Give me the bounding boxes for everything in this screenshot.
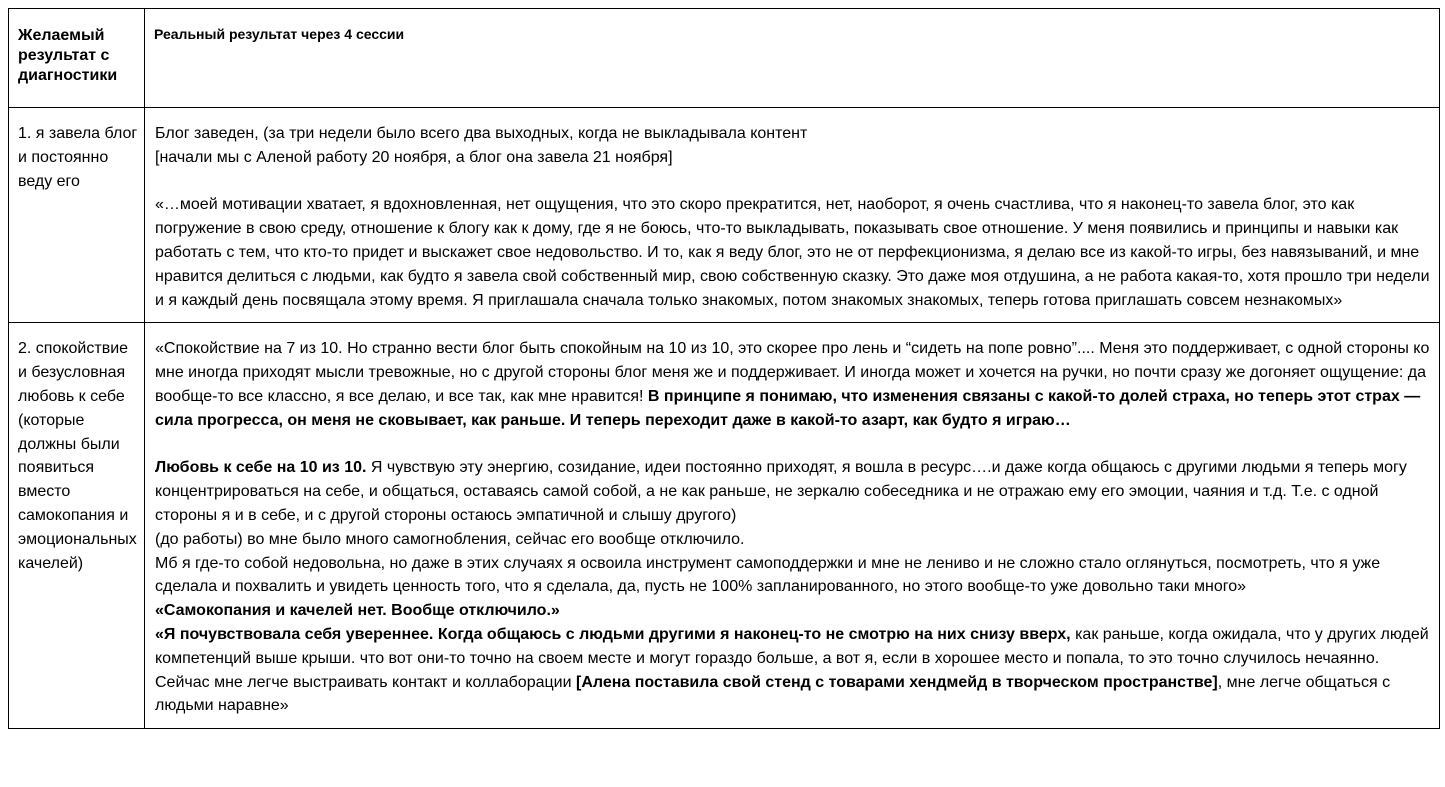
row2-paragraph-selflove — [155, 456, 1431, 527]
row1-desired-text: 1. я завела блог и постоянно веду его — [18, 125, 138, 190]
row2-paragraph-4: Мб я где-то собой недовольна, но даже в этих случаях я освоила инструмент самоподдержки и мне не лениво и не сложно стало оглянуться, посмотреть, что я уже сделала и похвалить и увидеть ценность того, что я сделала, да, пусть не 100% запланированного, но этого вообще-то уже довольно таки много» — [155, 554, 1381, 596]
header-cell-desired — [9, 9, 145, 108]
row1-paragraph-1: Блог заведен, (за три недели было всего два выходных, когда не выкладывала контент — [155, 125, 808, 142]
stand-note-bold: [Алена поставила свой стенд с товарами хендмейд в творческом пространстве] — [575, 673, 1218, 691]
confidence-text: как раньше, когда ожидала, что у других людей компетенций выше крыши. что вот они-то точно на своем месте и могут гораздо больше, а вот я, если в хорошее место и попала, то это точно случилось нечаянно. Сейчас мне легче выстраивать контакт и коллаборации — [155, 625, 1429, 691]
header-cell-real — [145, 9, 1440, 108]
calm-quote-bold: В принципе я понимаю, что изменения связаны с какой-то долей страха, но теперь этот страх — сила прогресса, он меня не сковывает, как раньше. И теперь переходит даже в какой-то азарт, как будто я играю… — [155, 387, 1421, 429]
row2-right-cell — [145, 323, 1440, 729]
row2-paragraph-calm — [155, 337, 1431, 432]
row1-right-cell — [145, 108, 1440, 323]
calm-quote-text: «Спокойствие на 7 из 10. Но странно вести блог быть спокойным на 10 из 10, это скорее про лень и “сидеть на попе ровно”.... Меня это поддерживает, с одной стороны ко мне иногда приходят мысли тревожные, но с другой стороны блог меня же и поддерживает. И иногда может и хочется на ручки, но почти сразу же догоняет ощущение: да вообще-то все классно, я все делаю, и все так, как мне нравится! — [155, 340, 1430, 405]
header-row — [9, 9, 1440, 108]
row2-left-cell — [9, 323, 145, 729]
row2-paragraph-3: (до работы) во мне было много самогнобления, сейчас его вообще отключило. — [155, 530, 745, 548]
row1-quote: «…моей мотивации хватает, я вдохновленная, нет ощущения, что это скоро прекратится, нет, наоборот, я очень счастлива, что я наконец-то завела блог, это как погружение в свою среду, отношение к блогу как к дому, где я не боюсь, что-то выкладывать, показывать свое отношение. У меня появились и принципы и навыки как работать с тем, что кто-то придет и выскажет свое недовольство. И то, как я веду блог, это не от перфекционизма, я делаю все из какой-то игры, без навязываний, и мне нравится делиться с людьми, как будто я завела свой собственный мир, свою собственную сказку. Это даже моя отдушина, а не работа какая-то, хотя прошло три недели и я каждый день посвящала этому время. Я приглашала сначала только знакомых, потом знакомых знакомых, теперь готова приглашать совсем незнакомых» — [155, 196, 1430, 309]
table-row — [9, 323, 1440, 729]
row2-desired-text: 2. спокойствие и безусловная любовь к себе (которые должны были появиться вместо самокопания и эмоциональных качелей) — [18, 340, 137, 572]
no-swings-bold: «Самокопания и качелей нет. Вообще отключило.» — [155, 602, 560, 620]
table-row — [9, 108, 1440, 323]
header-real-result: Реальный результат через 4 сессии — [154, 26, 405, 42]
blank-line — [155, 433, 1431, 457]
confidence-end: , мне легче общаться с людьми наравне» — [155, 673, 1391, 715]
selflove-text: Я чувствую эту энергию, созидание, идеи постоянно приходят, я вошла в ресурс….и даже когда общаюсь с другими людьми я теперь могу концентрироваться на себе, и общаться, оставаясь самой собой, а не как раньше, не зеркалю собеседника и не отражаю ему его эмоции, чаяния и т.д. Т.е. с одной стороны я и в себе, и с другой стороны остаюсь эмпатичной и слышу другого) — [155, 459, 1407, 524]
blank-line — [155, 170, 1431, 194]
row1-paragraph-2: [начали мы с Аленой работу 20 ноября, а блог она завела 21 ноября] — [155, 148, 673, 166]
confidence-bold: «Я почувствовала себя увереннее. Когда общаюсь с людьми другими я наконец-то не смотрю на них снизу вверх, — [155, 625, 1071, 643]
header-desired-result: Желаемый результат с диагностики — [18, 27, 118, 84]
selflove-bold: Любовь к себе на 10 из 10. — [155, 459, 367, 477]
row2-paragraph-5 — [155, 599, 1431, 623]
row1-left-cell — [9, 108, 145, 323]
row2-paragraph-6 — [155, 623, 1431, 718]
results-table — [8, 8, 1440, 729]
